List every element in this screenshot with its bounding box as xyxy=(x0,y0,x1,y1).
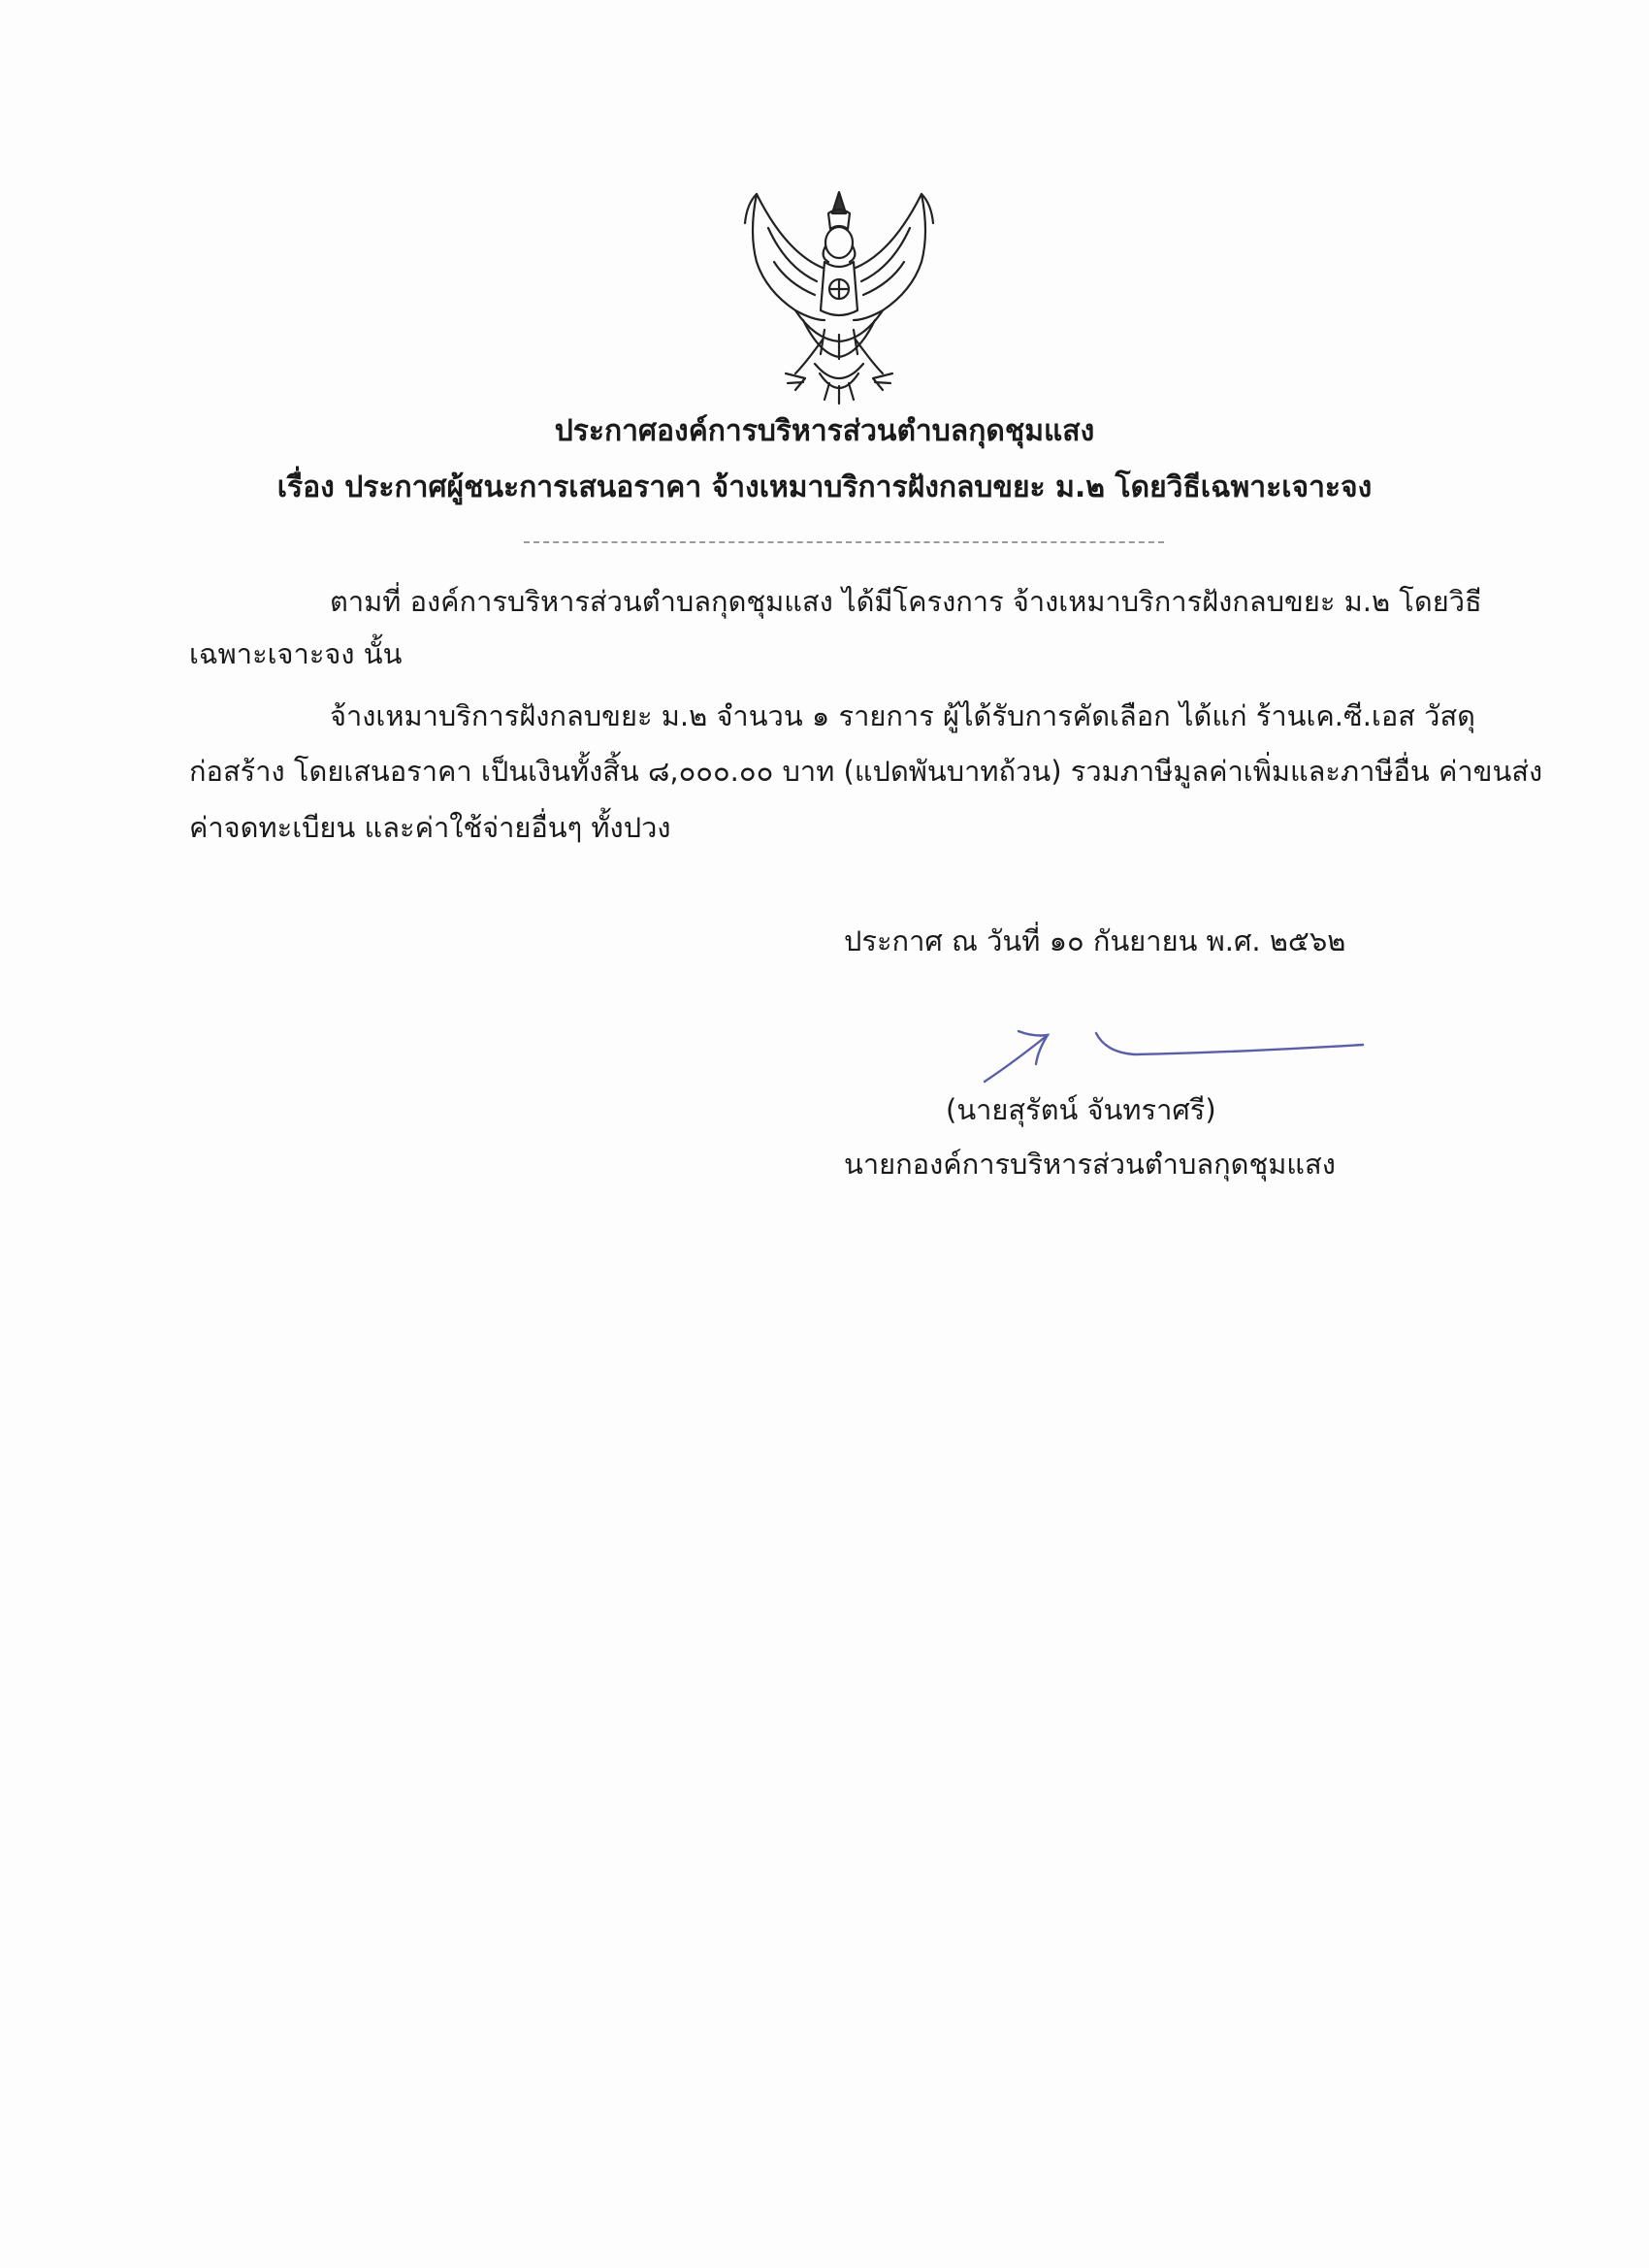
paragraph-1-line-2: เฉพาะเจาะจง นั้น xyxy=(189,637,403,670)
paragraph-2-line-3: ค่าจดทะเบียน และค่าใช้จ่ายอื่นๆ ทั้งปวง xyxy=(189,811,671,844)
paragraph-1-line-1: ตามที่ องค์การบริหารส่วนตำบลกุดชุมแสง ได้มีโครงการ จ้างเหมาบริการฝังกลบขยะ ม.๒ โดยวิธี xyxy=(330,585,1482,618)
signer-title: นายกองค์การบริหารส่วนตำบลกุดชุมแสง xyxy=(844,1148,1336,1181)
announcement-subject: เรื่อง ประกาศผู้ชนะการเสนอราคา จ้างเหมาบริการฝังกลบขยะ ม.๒ โดยวิธีเฉพาะเจาะจง xyxy=(276,470,1373,504)
garuda-emblem-icon xyxy=(728,175,951,407)
announcement-title: ประกาศองค์การบริหารส่วนตำบลกุดชุมแสง xyxy=(554,414,1095,448)
signer-name: (นายสุรัตน์ จันทราศรี) xyxy=(946,1093,1216,1126)
announcement-date: ประกาศ ณ วันที่ ๑๐ กันยายน พ.ศ. ๒๕๖๒ xyxy=(844,924,1346,957)
dashed-divider xyxy=(524,541,1164,543)
paragraph-2-line-1: จ้างเหมาบริการฝังกลบขยะ ม.๒ จำนวน ๑ รายการ ผู้ได้รับการคัดเลือก ได้แก่ ร้านเค.ซี.เอส วัสดุ xyxy=(330,699,1475,732)
paragraph-2-line-2: ก่อสร้าง โดยเสนอราคา เป็นเงินทั้งสิ้น ๘,๐๐๐.๐๐ บาท (แปดพันบาทถ้วน) รวมภาษีมูลค่าเพิ่มและภาษีอื่น ค่าขนส่ง xyxy=(189,755,1543,788)
handwritten-signature-icon xyxy=(980,1023,1368,1091)
